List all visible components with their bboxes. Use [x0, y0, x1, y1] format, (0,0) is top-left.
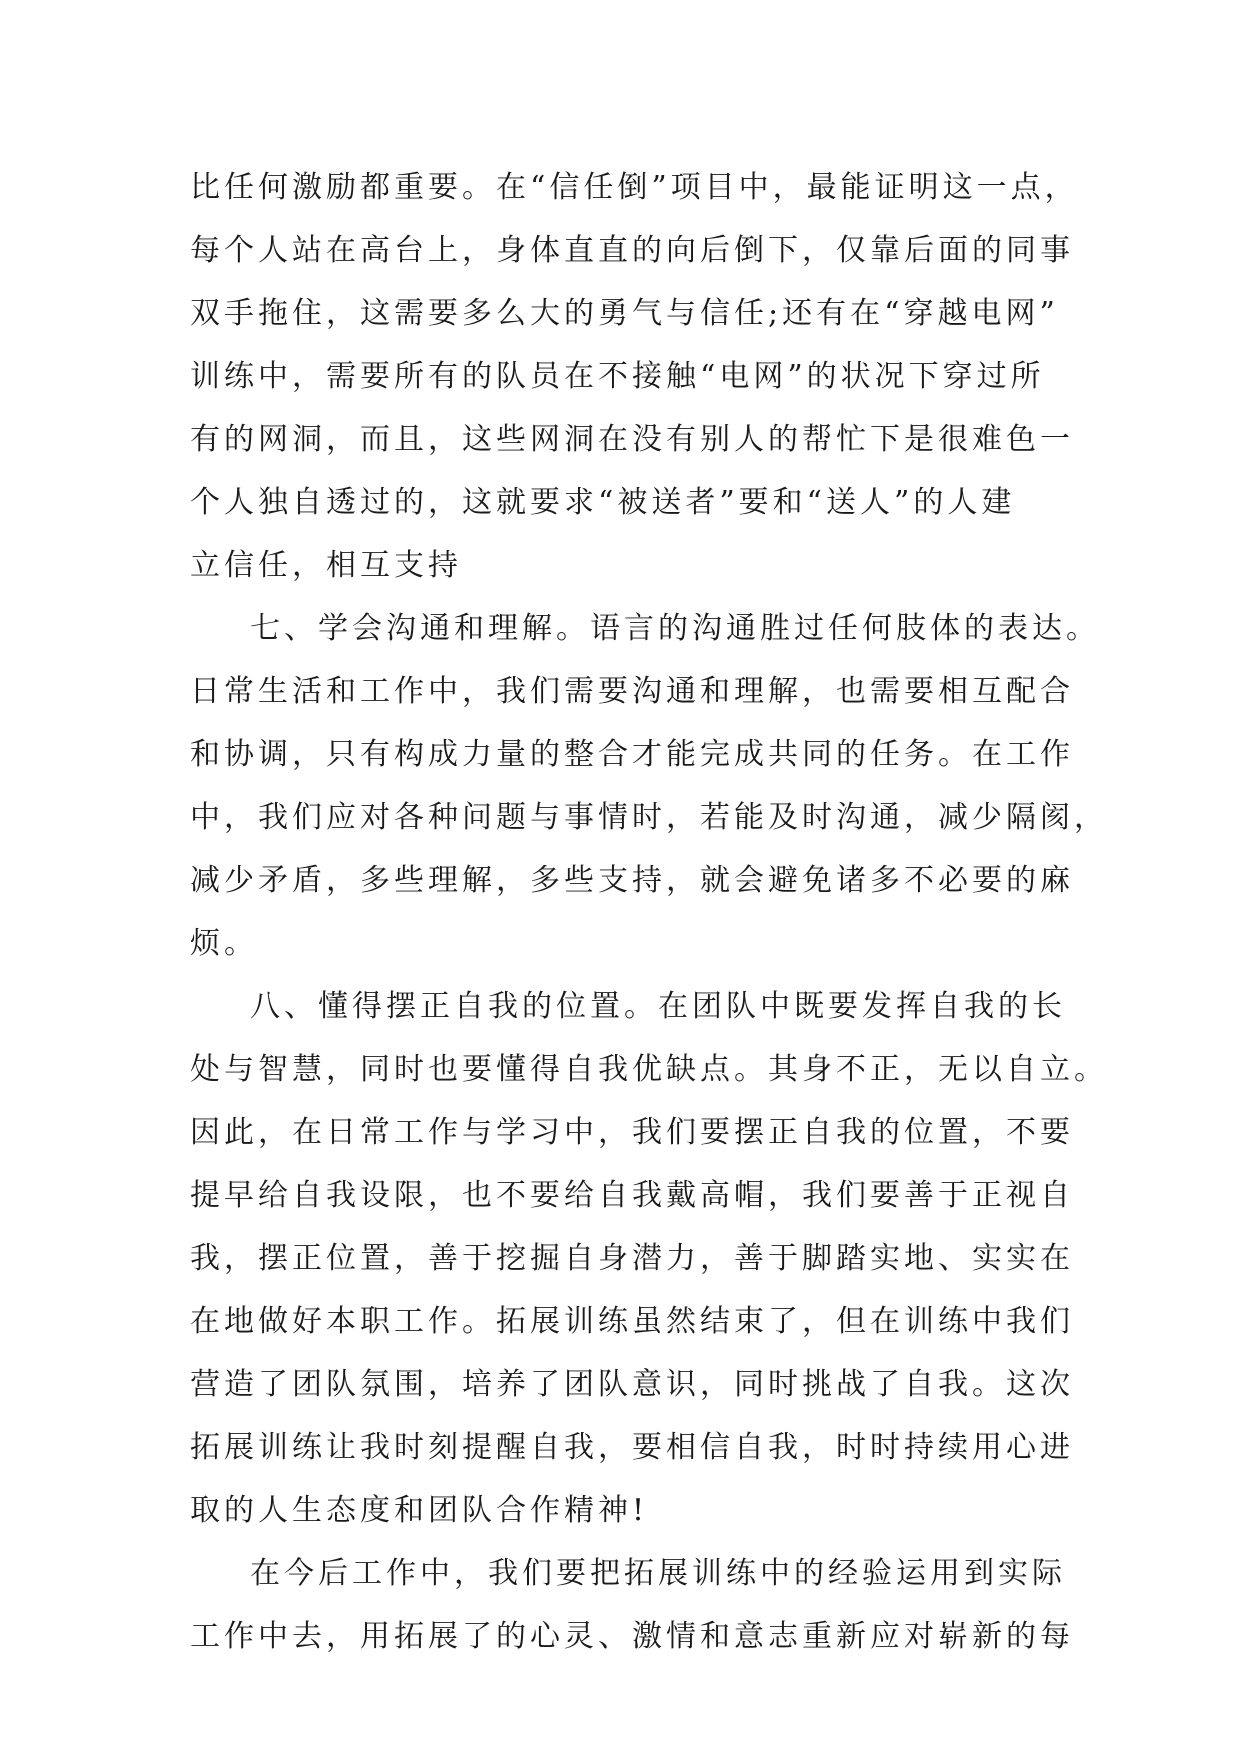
text-line: 减少矛盾，多些理解，多些支持，就会避免诸多不必要的麻: [190, 863, 1074, 898]
text-line: 工作中去，用拓展了的心灵、激情和意志重新应对崭新的每: [190, 1619, 1074, 1654]
text-line: 取的人生态度和团队合作精神!: [190, 1493, 649, 1528]
text-line: 个人独自透过的，这就要求“被送者”要和“送人”的人建: [190, 485, 1016, 520]
text-line: 和协调，只有构成力量的整合才能完成共同的任务。在工作: [190, 737, 1074, 772]
text-line: 处与智慧，同时也要懂得自我优缺点。其身不正，无以自立。: [190, 1052, 1108, 1087]
text-line: 双手拖住，这需要多么大的勇气与信任;还有在“穿越电网”: [190, 296, 1059, 331]
text-line: 立信任，相互支持: [190, 548, 462, 583]
text-line: 训练中，需要所有的队员在不接触“电网”的状况下穿过所: [190, 359, 1045, 394]
paragraph-first-line: 在今后工作中，我们要把拓展训练中的经验运用到实际: [250, 1556, 1066, 1591]
text-line: 提早给自我设限，也不要给自我戴高帽，我们要善于正视自: [190, 1178, 1074, 1213]
text-line: 拓展训练让我时刻提醒自我，要相信自我，时时持续用心进: [190, 1430, 1074, 1465]
text-line: 我，摆正位置，善于挖掘自身潜力，善于脚踏实地、实实在: [190, 1241, 1074, 1276]
text-line: 每个人站在高台上，身体直直的向后倒下，仅靠后面的同事: [190, 233, 1074, 268]
paragraph-first-line: 七、学会沟通和理解。语言的沟通胜过任何肢体的表达。: [250, 611, 1100, 646]
text-line: 营造了团队氛围，培养了团队意识，同时挑战了自我。这次: [190, 1367, 1074, 1402]
document-body: [190, 156, 1108, 1668]
text-line: 在地做好本职工作。拓展训练虽然结束了，但在训练中我们: [190, 1304, 1074, 1339]
paragraph-first-line: 八、懂得摆正自我的位置。在团队中既要发挥自我的长: [250, 989, 1066, 1024]
text-line: 比任何激励都重要。在“信任倒”项目中，最能证明这一点，: [190, 170, 1079, 205]
text-line: 烦。: [190, 926, 258, 961]
text-line: 中，我们应对各种问题与事情时，若能及时沟通，减少隔阂，: [190, 800, 1108, 835]
text-line: 日常生活和工作中，我们需要沟通和理解，也需要相互配合: [190, 674, 1074, 709]
text-line: 有的网洞，而且，这些网洞在没有别人的帮忙下是很难色一: [190, 422, 1074, 457]
text-line: 因此，在日常工作与学习中，我们要摆正自我的位置，不要: [190, 1115, 1074, 1150]
